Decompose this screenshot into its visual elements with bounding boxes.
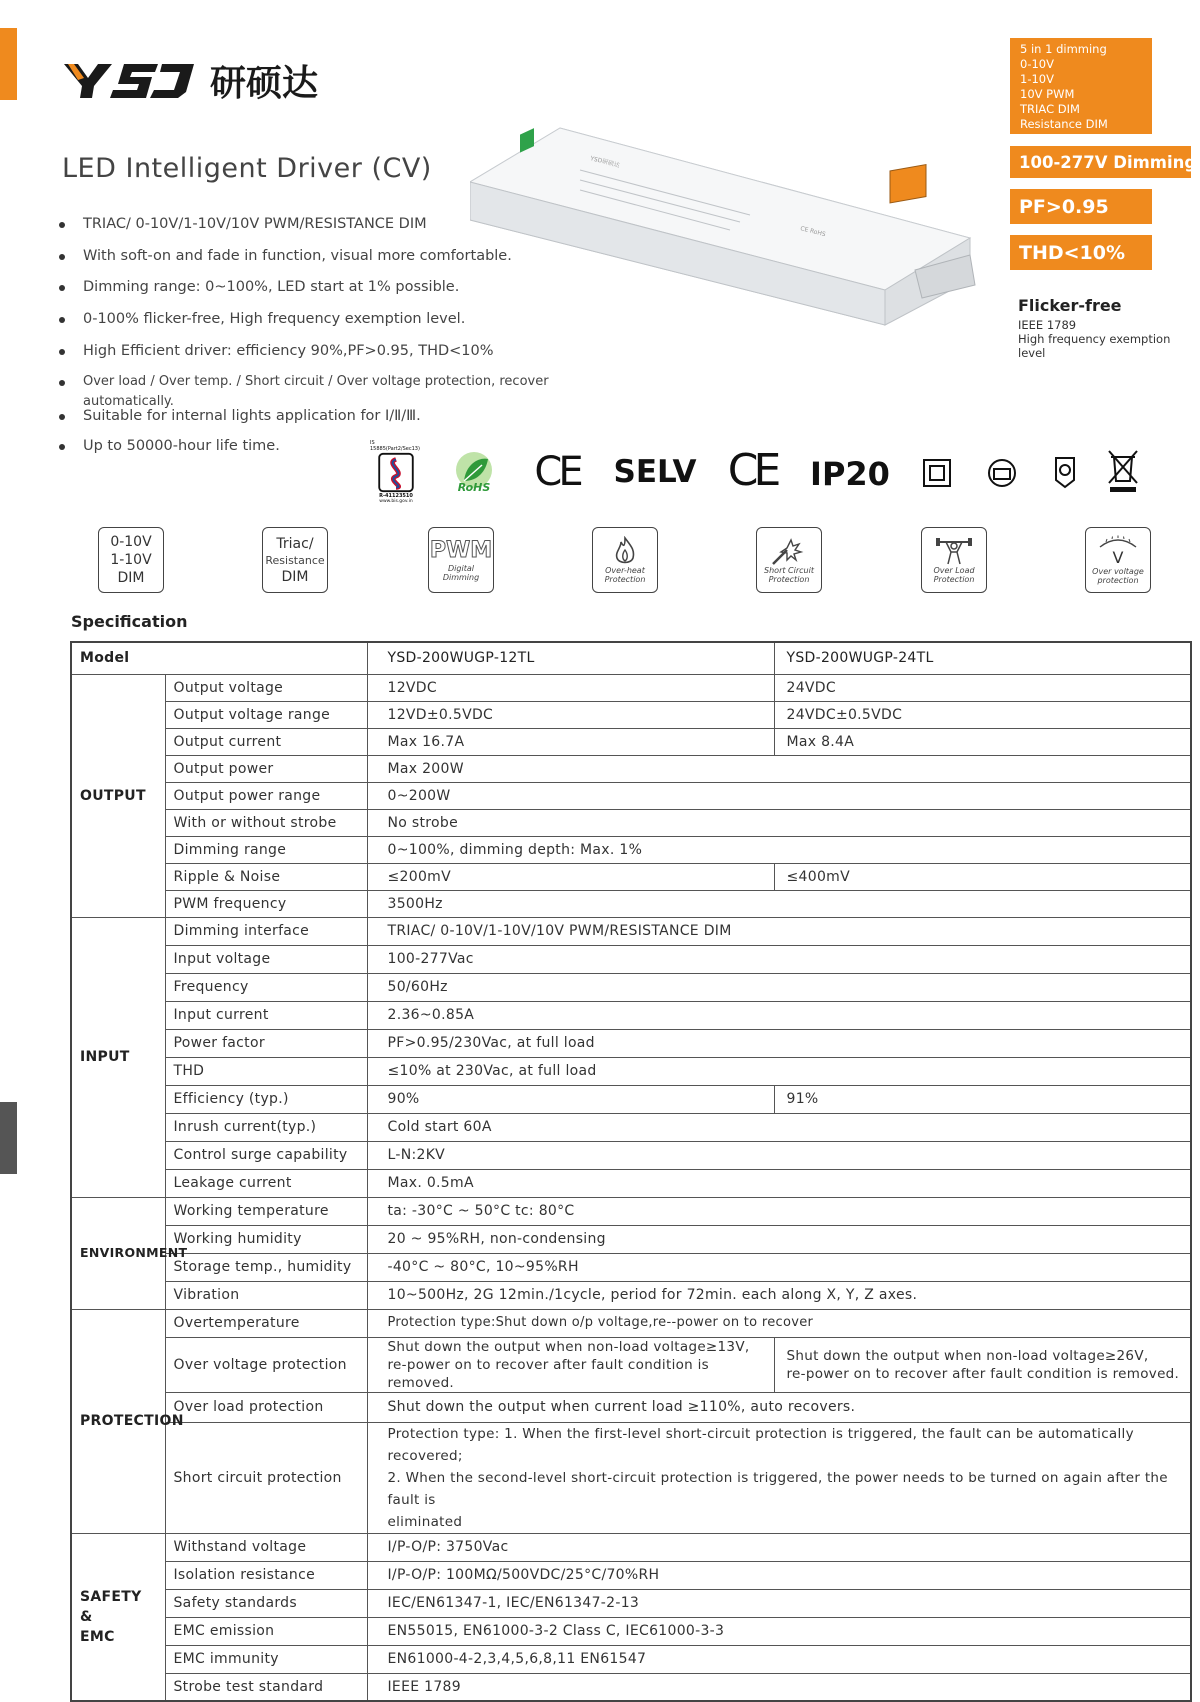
rohs-leaf-icon: RoHS [448, 446, 500, 498]
value-b: ≤400mV [774, 863, 1191, 890]
table-row [71, 917, 1191, 945]
weightlifter-icon [934, 536, 974, 566]
svg-text:CE RoHS: CE RoHS [799, 225, 827, 239]
value-b: 24VDC±0.5VDC [774, 701, 1191, 728]
table-row [71, 1673, 1191, 1701]
param-label: Output voltage [165, 674, 367, 701]
group-output: OUTPUT [71, 674, 165, 917]
flame-icon [611, 536, 639, 566]
table-row [71, 642, 1191, 674]
table-row [71, 863, 1191, 890]
feature-item: Suitable for internal lights application for Ⅰ/Ⅱ/Ⅲ. [55, 406, 615, 438]
triac-dim-badge: Triac/ Resistance DIM [262, 527, 328, 593]
table-row [71, 1197, 1191, 1225]
over-heat-protection-icon: Over-heat Protection [592, 527, 658, 593]
table-row [71, 1085, 1191, 1113]
param-label: Storage temp., humidity [165, 1253, 367, 1281]
value: IEC/EN61347-1, IEC/EN61347-2-13 [367, 1589, 1191, 1617]
param-label: Power factor [165, 1029, 367, 1057]
model-label: Model [71, 642, 367, 674]
table-row [71, 1001, 1191, 1029]
feature-item: Dimming range: 0~100%, LED start at 1% possible. [55, 277, 615, 309]
table-row [71, 890, 1191, 917]
table-row [71, 836, 1191, 863]
value-a: Shut down the output when non-load voltage≥13V, re-power on to recover after fault condition is removed. [367, 1337, 774, 1392]
param-label: Over voltage protection [165, 1337, 367, 1392]
svg-text:YSD研硕达: YSD研硕达 [589, 155, 621, 170]
param-label: Control surge capability [165, 1141, 367, 1169]
table-row [71, 1309, 1191, 1337]
param-label: EMC emission [165, 1617, 367, 1645]
param-label: Isolation resistance [165, 1561, 367, 1589]
specification-heading: Specification [71, 612, 188, 631]
param-label: Strobe test standard [165, 1673, 367, 1701]
value: Shut down the output when current load ≥110%, auto recovers. [367, 1392, 1191, 1422]
param-label: Vibration [165, 1281, 367, 1309]
param-label: Dimming interface [165, 917, 367, 945]
value-a: 12VDC [367, 674, 774, 701]
param-label: With or without strobe [165, 809, 367, 836]
value: 20 ~ 95%RH, non-condensing [367, 1225, 1191, 1253]
param-label: Short circuit protection [165, 1422, 367, 1533]
value: Protection type: 1. When the first-level short-circuit protection is triggered, the fault can be automatically recovered; 2. When the second-level short-circuit protection is triggered, the power needs to be turned on again after the fault is eliminated [367, 1422, 1191, 1533]
flicker-level: High frequency exemption level [1018, 332, 1171, 360]
sel-icon [1048, 452, 1082, 492]
value: 2.36~0.85A [367, 1001, 1191, 1029]
brand-logo [62, 58, 318, 102]
table-row [71, 1113, 1191, 1141]
dimming-mode: 10V PWM [1020, 87, 1075, 101]
param-label: Output current [165, 728, 367, 755]
feature-item: Over load / Over temp. / Short circuit / Over voltage protection, recover automatically. [55, 372, 615, 404]
value: 3500Hz [367, 890, 1191, 917]
value-a: 12VD±0.5VDC [367, 701, 774, 728]
flicker-standard: IEEE 1789 [1018, 318, 1077, 332]
param-label: Ripple & Noise [165, 863, 367, 890]
value: 50/60Hz [367, 973, 1191, 1001]
table-row [71, 782, 1191, 809]
pwm-digital-dimming-icon: PWM Digital Dimming [428, 527, 494, 593]
table-row [71, 1057, 1191, 1085]
page-title: LED Intelligent Driver (CV) [62, 153, 432, 184]
table-row [71, 945, 1191, 973]
flicker-title: Flicker-free [1018, 296, 1122, 315]
table-row [71, 809, 1191, 836]
param-label: Inrush current(typ.) [165, 1113, 367, 1141]
param-label: Working humidity [165, 1225, 367, 1253]
analog-dim-badge: 0-10V 1-10V DIM [98, 527, 164, 593]
param-label: PWM frequency [165, 890, 367, 917]
param-label: THD [165, 1057, 367, 1085]
table-row [71, 1533, 1191, 1561]
table-row [71, 1617, 1191, 1645]
dimming-mode: 5 in 1 dimming [1020, 42, 1107, 56]
value: -40°C ~ 80°C, 10~95%RH [367, 1253, 1191, 1281]
param-label: Input current [165, 1001, 367, 1029]
independent-driver-icon [985, 456, 1019, 490]
dimming-mode: 1-10V [1020, 72, 1054, 86]
param-label: EMC immunity [165, 1645, 367, 1673]
table-row [71, 1281, 1191, 1309]
param-label: Leakage current [165, 1169, 367, 1197]
value: 100-277Vac [367, 945, 1191, 973]
param-label: Frequency [165, 973, 367, 1001]
thd-tag: THD<10% [1010, 235, 1152, 270]
value-b: 24VDC [774, 674, 1191, 701]
value-a: ≤200mV [367, 863, 774, 890]
table-row [71, 1141, 1191, 1169]
value: Protection type:Shut down o/p voltage,re--power on to recover [367, 1309, 1191, 1337]
table-row [71, 1225, 1191, 1253]
feature-item: Up to 50000-hour life time. [55, 436, 615, 468]
class-ii-icon [920, 456, 954, 490]
value-b: Max 8.4A [774, 728, 1191, 755]
value: TRIAC/ 0-10V/1-10V/10V PWM/RESISTANCE DIM [367, 917, 1191, 945]
table-row [71, 1337, 1191, 1392]
value: I/P-O/P: 3750Vac [367, 1533, 1191, 1561]
value: 0~200W [367, 782, 1191, 809]
value-b: Shut down the output when non-load voltage≥26V, re-power on to recover after fault condition is removed. [774, 1337, 1191, 1392]
value: ta: -30°C ~ 50°C tc: 80°C [367, 1197, 1191, 1225]
value: ≤10% at 230Vac, at full load [367, 1057, 1191, 1085]
ip20-mark: IP20 [810, 455, 890, 493]
ce-mark-large-icon: CE [727, 444, 777, 496]
feature-item: TRIAC/ 0-10V/1-10V/10V PWM/RESISTANCE DIM [55, 214, 615, 246]
dimming-mode: TRIAC DIM [1020, 102, 1080, 116]
dimming-mode: 0-10V [1020, 57, 1054, 71]
value: Max 200W [367, 755, 1191, 782]
group-protection: PROTECTION [71, 1309, 165, 1533]
value: 10~500Hz, 2G 12min./1cycle, period for 72min. each along X, Y, Z axes. [367, 1281, 1191, 1309]
table-row [71, 1392, 1191, 1422]
table-row [71, 1561, 1191, 1589]
table-row [71, 1422, 1191, 1533]
spark-plug-icon [769, 536, 809, 566]
table-row [71, 701, 1191, 728]
selv-mark: SELV [613, 454, 697, 490]
voltage-tag: 100-277V Dimming [1010, 146, 1191, 178]
weee-bin-icon [1105, 446, 1141, 494]
value: No strobe [367, 809, 1191, 836]
value-b: 91% [774, 1085, 1191, 1113]
grey-edge-strip [0, 1102, 17, 1174]
value: PF>0.95/230Vac, at full load [367, 1029, 1191, 1057]
table-row [71, 1169, 1191, 1197]
ysd-logo-mark [62, 58, 202, 102]
table-row [71, 1253, 1191, 1281]
model-a: YSD-200WUGP-12TL [367, 642, 774, 674]
specification-table [70, 641, 1192, 1702]
value: 0~100%, dimming depth: Max. 1% [367, 836, 1191, 863]
table-row [71, 728, 1191, 755]
value: EN61000-4-2,3,4,5,6,8,11 EN61547 [367, 1645, 1191, 1673]
value: Max. 0.5mA [367, 1169, 1191, 1197]
pf-tag: PF>0.95 [1010, 189, 1152, 224]
table-row [71, 755, 1191, 782]
value: EN55015, EN61000-3-2 Class C, IEC61000-3-3 [367, 1617, 1191, 1645]
param-label: Withstand voltage [165, 1533, 367, 1561]
param-label: Safety standards [165, 1589, 367, 1617]
param-label: Working temperature [165, 1197, 367, 1225]
model-b: YSD-200WUGP-24TL [774, 642, 1191, 674]
ce-mark-icon: CE [534, 449, 580, 495]
group-safety-emc: SAFETY & EMC [71, 1533, 165, 1701]
table-row [71, 1589, 1191, 1617]
bis-mark-icon: IS 15885(Part2/Sec13) R-41123510 www.bis.gov.in [370, 440, 420, 504]
value-a: Max 16.7A [367, 728, 774, 755]
brand-chinese-name: 研硕达 [210, 62, 319, 104]
orange-edge-strip [0, 28, 17, 100]
param-label: Output voltage range [165, 701, 367, 728]
table-row [71, 1645, 1191, 1673]
driver-product-image [470, 120, 990, 330]
param-label: Efficiency (typ.) [165, 1085, 367, 1113]
table-row [71, 973, 1191, 1001]
dimming-mode: Resistance DIM [1020, 117, 1108, 131]
value: L-N:2KV [367, 1141, 1191, 1169]
param-label: Output power range [165, 782, 367, 809]
table-row [71, 1029, 1191, 1057]
value: IEEE 1789 [367, 1673, 1191, 1701]
group-environment: ENVIRONMENT [71, 1197, 165, 1309]
table-row [71, 674, 1191, 701]
feature-item: 0-100% flicker-free, High frequency exemption level. [55, 309, 615, 341]
dimming-modes-tag [1010, 38, 1152, 134]
param-label: Input voltage [165, 945, 367, 973]
param-label: Output power [165, 755, 367, 782]
param-label: Dimming range [165, 836, 367, 863]
param-label: Overtemperature [165, 1309, 367, 1337]
over-load-protection-icon: Over Load Protection [921, 527, 987, 593]
value: I/P-O/P: 100MΩ/500VDC/25°C/70%RH [367, 1561, 1191, 1589]
over-voltage-protection-icon: V Over voltage protection [1085, 527, 1151, 593]
feature-item: High Efficient driver: efficiency 90%,PF>0.95, THD<10% [55, 341, 615, 373]
feature-item: With soft-on and fade in function, visual more comfortable. [55, 246, 615, 278]
value: Cold start 60A [367, 1113, 1191, 1141]
short-circuit-protection-icon: Short Circuit Protection [756, 527, 822, 593]
param-label: Over load protection [165, 1392, 367, 1422]
group-input: INPUT [71, 917, 165, 1197]
gauge-icon [1096, 535, 1140, 549]
value-a: 90% [367, 1085, 774, 1113]
